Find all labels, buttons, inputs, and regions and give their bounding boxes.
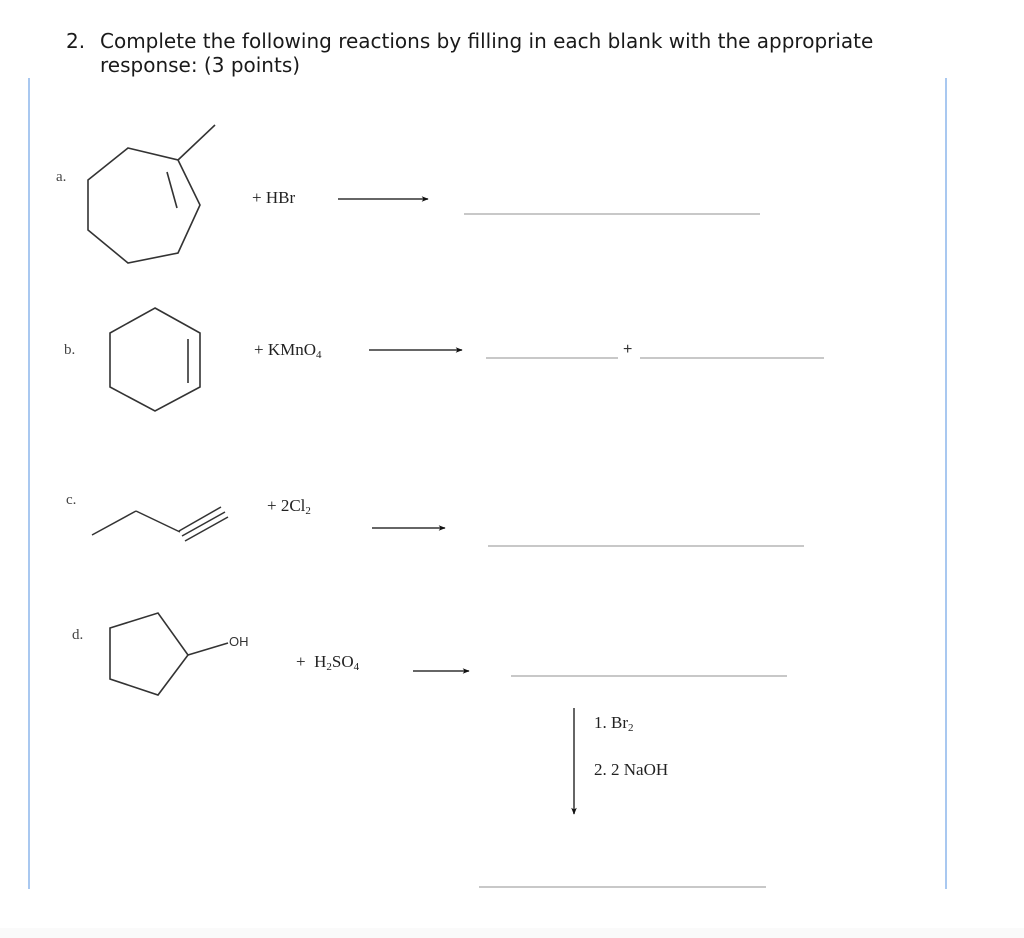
reagent-b-text: + KMnO xyxy=(254,340,317,359)
followup-step-2: 2. 2 NaOH xyxy=(594,760,669,779)
reagent-c-subscript: 2 xyxy=(305,505,311,517)
blank-plus-separator: + xyxy=(623,341,633,358)
answer-blank-b-1[interactable] xyxy=(486,357,618,359)
followup-step-1 xyxy=(594,713,634,734)
cyclopentanol-structure xyxy=(110,613,228,695)
reagent-b xyxy=(254,340,322,361)
answer-blank-d-followup[interactable] xyxy=(479,886,766,888)
reagent-d-subscript-2: 4 xyxy=(353,661,360,673)
question-number: 2. xyxy=(66,29,86,53)
reaction-label-d: d. xyxy=(72,627,84,643)
reagent-c-text: + 2Cl xyxy=(267,496,306,515)
reagent-a-text: + HBr xyxy=(252,188,296,207)
reaction-label-b: b. xyxy=(64,342,76,358)
reagent-a xyxy=(252,188,295,208)
followup-step-1-subscript: 2 xyxy=(628,722,634,734)
methylcycloheptene-structure xyxy=(88,125,215,263)
cyclohexene-structure xyxy=(110,308,200,411)
answer-blank-d[interactable] xyxy=(511,675,787,677)
reaction-label-c: c. xyxy=(66,492,77,508)
followup-step-1-text: 1. Br xyxy=(594,713,628,732)
reagent-d xyxy=(296,652,359,673)
reagent-b-subscript: 4 xyxy=(316,349,322,361)
reagent-d-subscript: 2 xyxy=(326,661,332,673)
answer-blank-c[interactable] xyxy=(488,545,804,547)
question-text: Complete the following reactions by filling in each blank with the appropriate response: (3 points) xyxy=(100,29,874,77)
hydroxyl-label: OH xyxy=(229,634,249,649)
answer-blank-b-2[interactable] xyxy=(640,357,824,359)
reagent-d-text-mid: SO xyxy=(331,652,354,671)
reaction-label-a: a. xyxy=(56,169,67,185)
reagent-c xyxy=(267,496,311,517)
answer-blank-a[interactable] xyxy=(464,213,760,215)
butyne-structure xyxy=(92,507,228,541)
reagent-d-text: + H xyxy=(296,652,327,671)
